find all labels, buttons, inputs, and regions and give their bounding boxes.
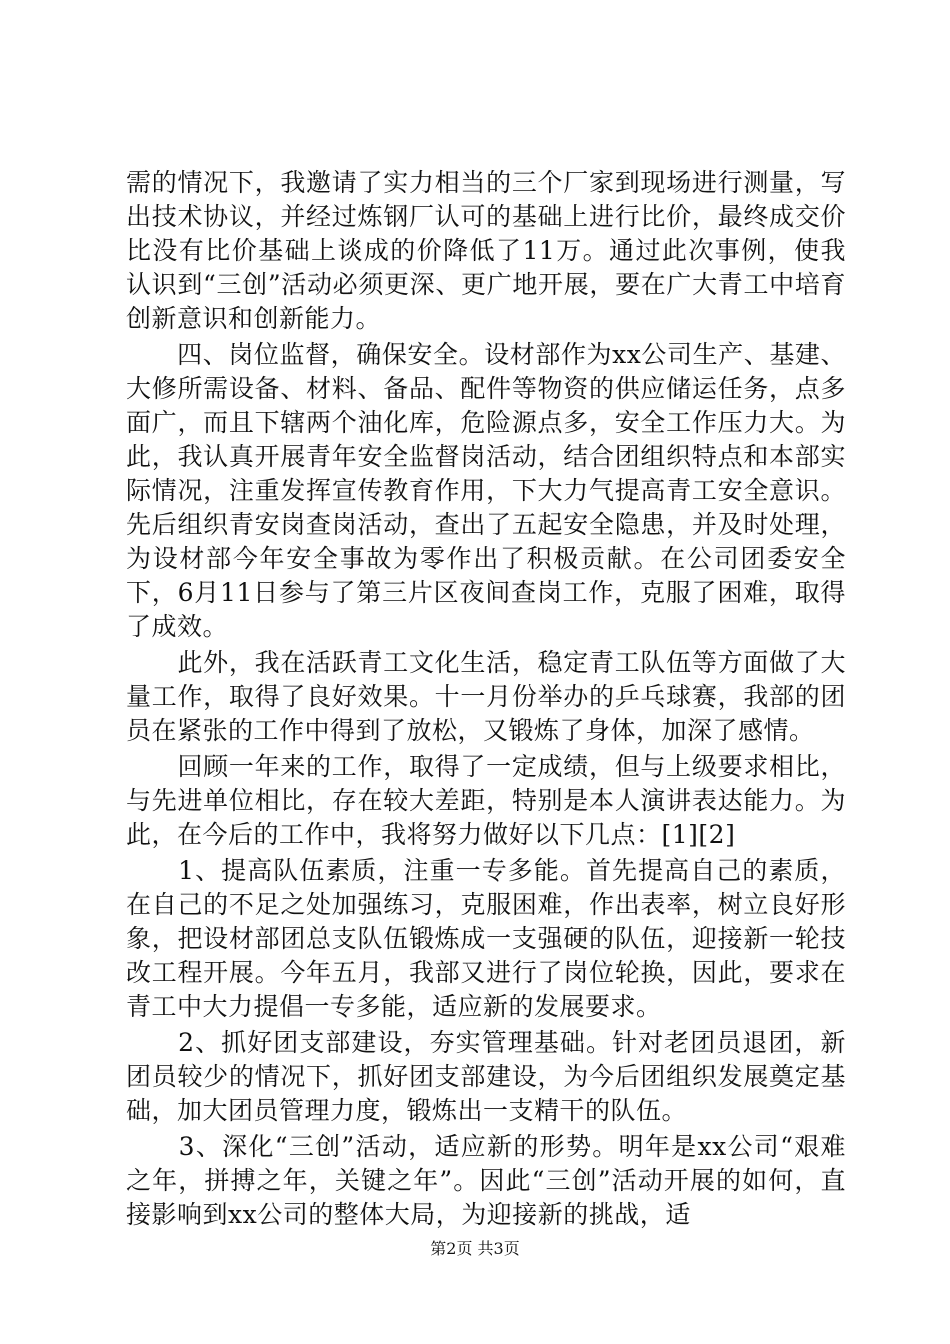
paragraph-4: 回顾一年来的工作，取得了一定成绩，但与上级要求相比，与先进单位相比，存在较大差距，特别是本人演讲表达能力。为此，在今后的工作中，我将努力做好以下几点：[1][2] [126,752,846,849]
paragraph-3: 此外，我在活跃青工文化生活，稳定青工队伍等方面做了大量工作，取得了良好效果。十一月份举办的乒乓球赛，我部的团员在紧张的工作中得到了放松，又锻炼了身体，加深了感情。 [126,648,846,745]
paragraph-7: 3、深化“三创”活动，适应新的形势。明年是xx公司“艰难之年，拼搏之年，关键之年”。因此“三创”活动开展的如何，直接影响到xx公司的整体大局，为迎接新的挑战，适 [126,1132,846,1229]
paragraph-6: 2、抓好团支部建设，夯实管理基础。针对老团员退团，新团员较少的情况下，抓好团支部建设，为今后团组织发展奠定基础，加大团员管理力度，锻炼出一支精干的队伍。 [126,1028,846,1125]
paragraph-1: 需的情况下，我邀请了实力相当的三个厂家到现场进行测量，写出技术协议，并经过炼钢厂认可的基础上进行比价，最终成交价比没有比价基础上谈成的价降低了11万。通过此次事例，使我认识到“三创”活动必须更深、更广地开展，要在广大青工中培育创新意识和创新能力。 [126,168,846,333]
page-number-footer: 第2页 共3页 [430,1239,520,1258]
paragraph-5: 1、提高队伍素质，注重一专多能。首先提高自己的素质，在自己的不足之处加强练习，克服困难，作出表率，树立良好形象，把设材部团总支队伍锻炼成一支强硬的队伍，迎接新一轮技改工程开展。今年五月，我部又进行了岗位轮换，因此，要求在青工中大力提倡一专多能，适应新的发展要求。 [126,856,846,1021]
document-body [126,166,846,1232]
paragraph-2: 四、岗位监督，确保安全。设材部作为xx公司生产、基建、大修所需设备、材料、备品、配件等物资的供应储运任务，点多面广，而且下辖两个油化库，危险源点多，安全工作压力大。为此，我认真开展青年安全监督岗活动，结合团组织特点和本部实际情况，注重发挥宣传教育作用，下大力气提高青工安全意识。先后组织青安岗查岗活动，查出了五起安全隐患，并及时处理，为设材部今年安全事故为零作出了积极贡献。在公司团委安全下，6月11日参与了第三片区夜间查岗工作，克服了困难，取得了成效。 [126,340,846,641]
